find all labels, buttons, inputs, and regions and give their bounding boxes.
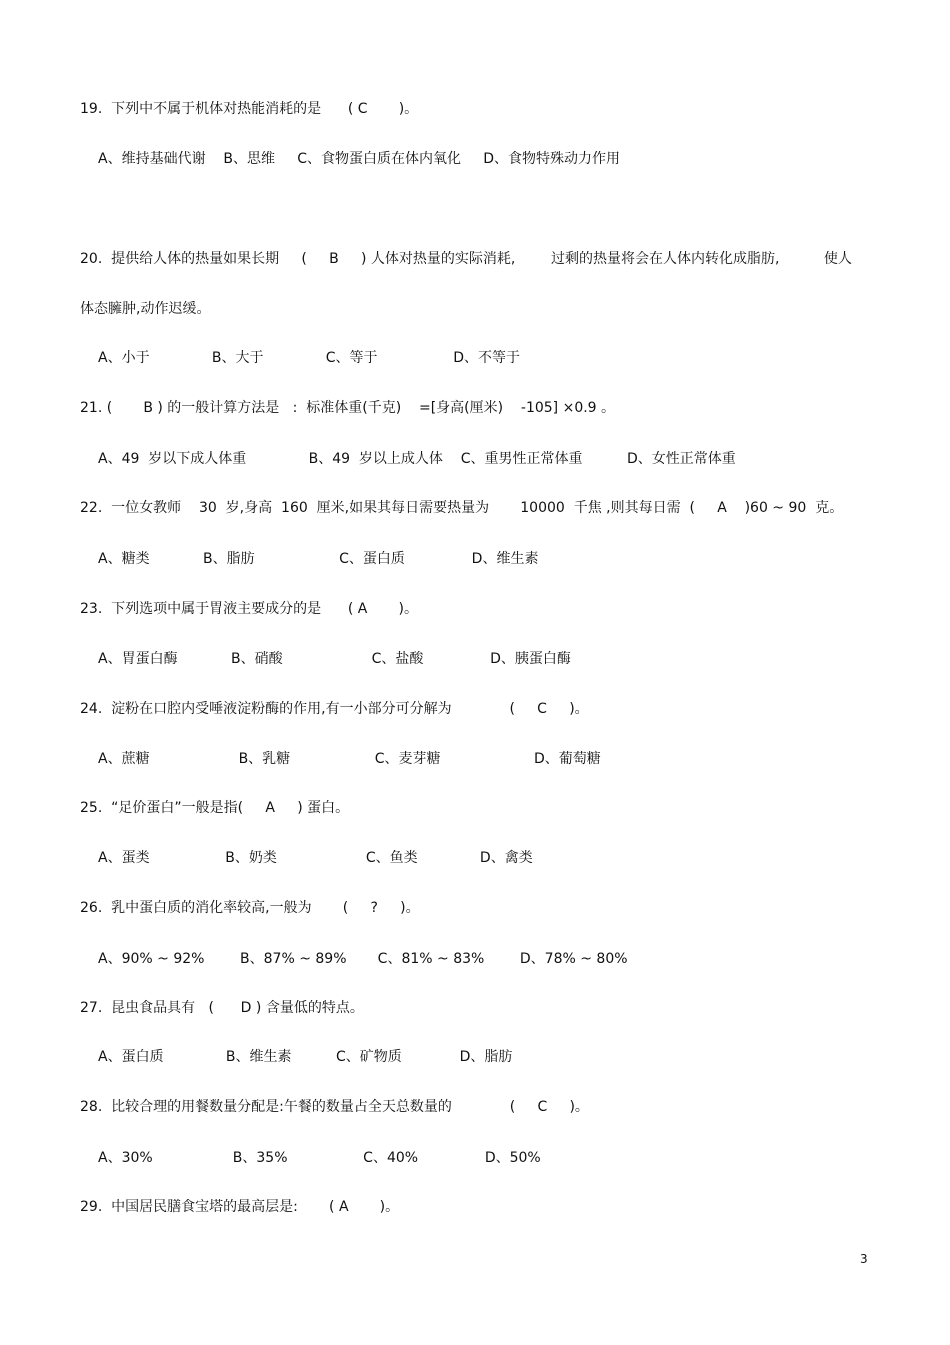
question-text: 22. 一位女教师 30 岁,身高 160 厘米,如果其每日需要热量为 10000 千焦 ,则其每日需 ( A )60 ~ 90 克。 [80, 500, 844, 516]
answer-options: A、90% ~ 92% B、87% ~ 89% C、81% ~ 83% D、78% ~ 80% [98, 951, 628, 967]
answer-options: A、胃蛋白酶 B、硝酸 C、盐酸 D、胰蛋白酶 [98, 651, 571, 667]
question-text: 20. 提供给人体的热量如果长期 ( B ) 人体对热量的实际消耗, 过剩的热量将会在人体内转化成脂肪, 使人 [80, 251, 852, 267]
answer-options: A、49 岁以下成人体重 B、49 岁以上成人体 C、重男性正常体重 D、女性正常体重 [98, 451, 736, 467]
answer-options: A、30% B、35% C、40% D、50% [98, 1150, 541, 1166]
question-text: 29. 中国居民膳食宝塔的最高层是: ( A )。 [80, 1199, 400, 1215]
question-text: 24. 淀粉在口腔内受唾液淀粉酶的作用,有一小部分可分解为 ( C )。 [80, 701, 589, 717]
question-text: 19. 下列中不属于机体对热能消耗的是 ( C )。 [80, 101, 419, 117]
question-continuation: 体态臃肿,动作迟缓。 [80, 301, 211, 317]
page-number: 3 [860, 1252, 868, 1266]
question-text: 26. 乳中蛋白质的消化率较高,一般为 ( ? )。 [80, 900, 420, 916]
question-text: 23. 下列选项中属于胃液主要成分的是 ( A )。 [80, 601, 418, 617]
question-text: 25. “足价蛋白”一般是指( A ) 蛋白。 [80, 800, 350, 816]
answer-options: A、蛋类 B、奶类 C、鱼类 D、禽类 [98, 850, 533, 866]
question-text: 21. ( B ) 的一般计算方法是 : 标准体重(千克) =[身高(厘米) -105] ×0.9 。 [80, 400, 616, 416]
question-text: 27. 昆虫食品具有 ( D ) 含量低的特点。 [80, 1000, 364, 1016]
answer-options: A、维持基础代谢 B、思维 C、食物蛋白质在体内氧化 D、食物特殊动力作用 [98, 151, 621, 167]
answer-options: A、小于 B、大于 C、等于 D、不等于 [98, 350, 520, 366]
answer-options: A、蛋白质 B、维生素 C、矿物质 D、脂肪 [98, 1049, 513, 1065]
question-text: 28. 比较合理的用餐数量分配是:午餐的数量占全天总数量的 ( C )。 [80, 1099, 589, 1115]
answer-options: A、糖类 B、脂肪 C、蛋白质 D、维生素 [98, 551, 539, 567]
answer-options: A、蔗糖 B、乳糖 C、麦芽糖 D、葡萄糖 [98, 751, 601, 767]
